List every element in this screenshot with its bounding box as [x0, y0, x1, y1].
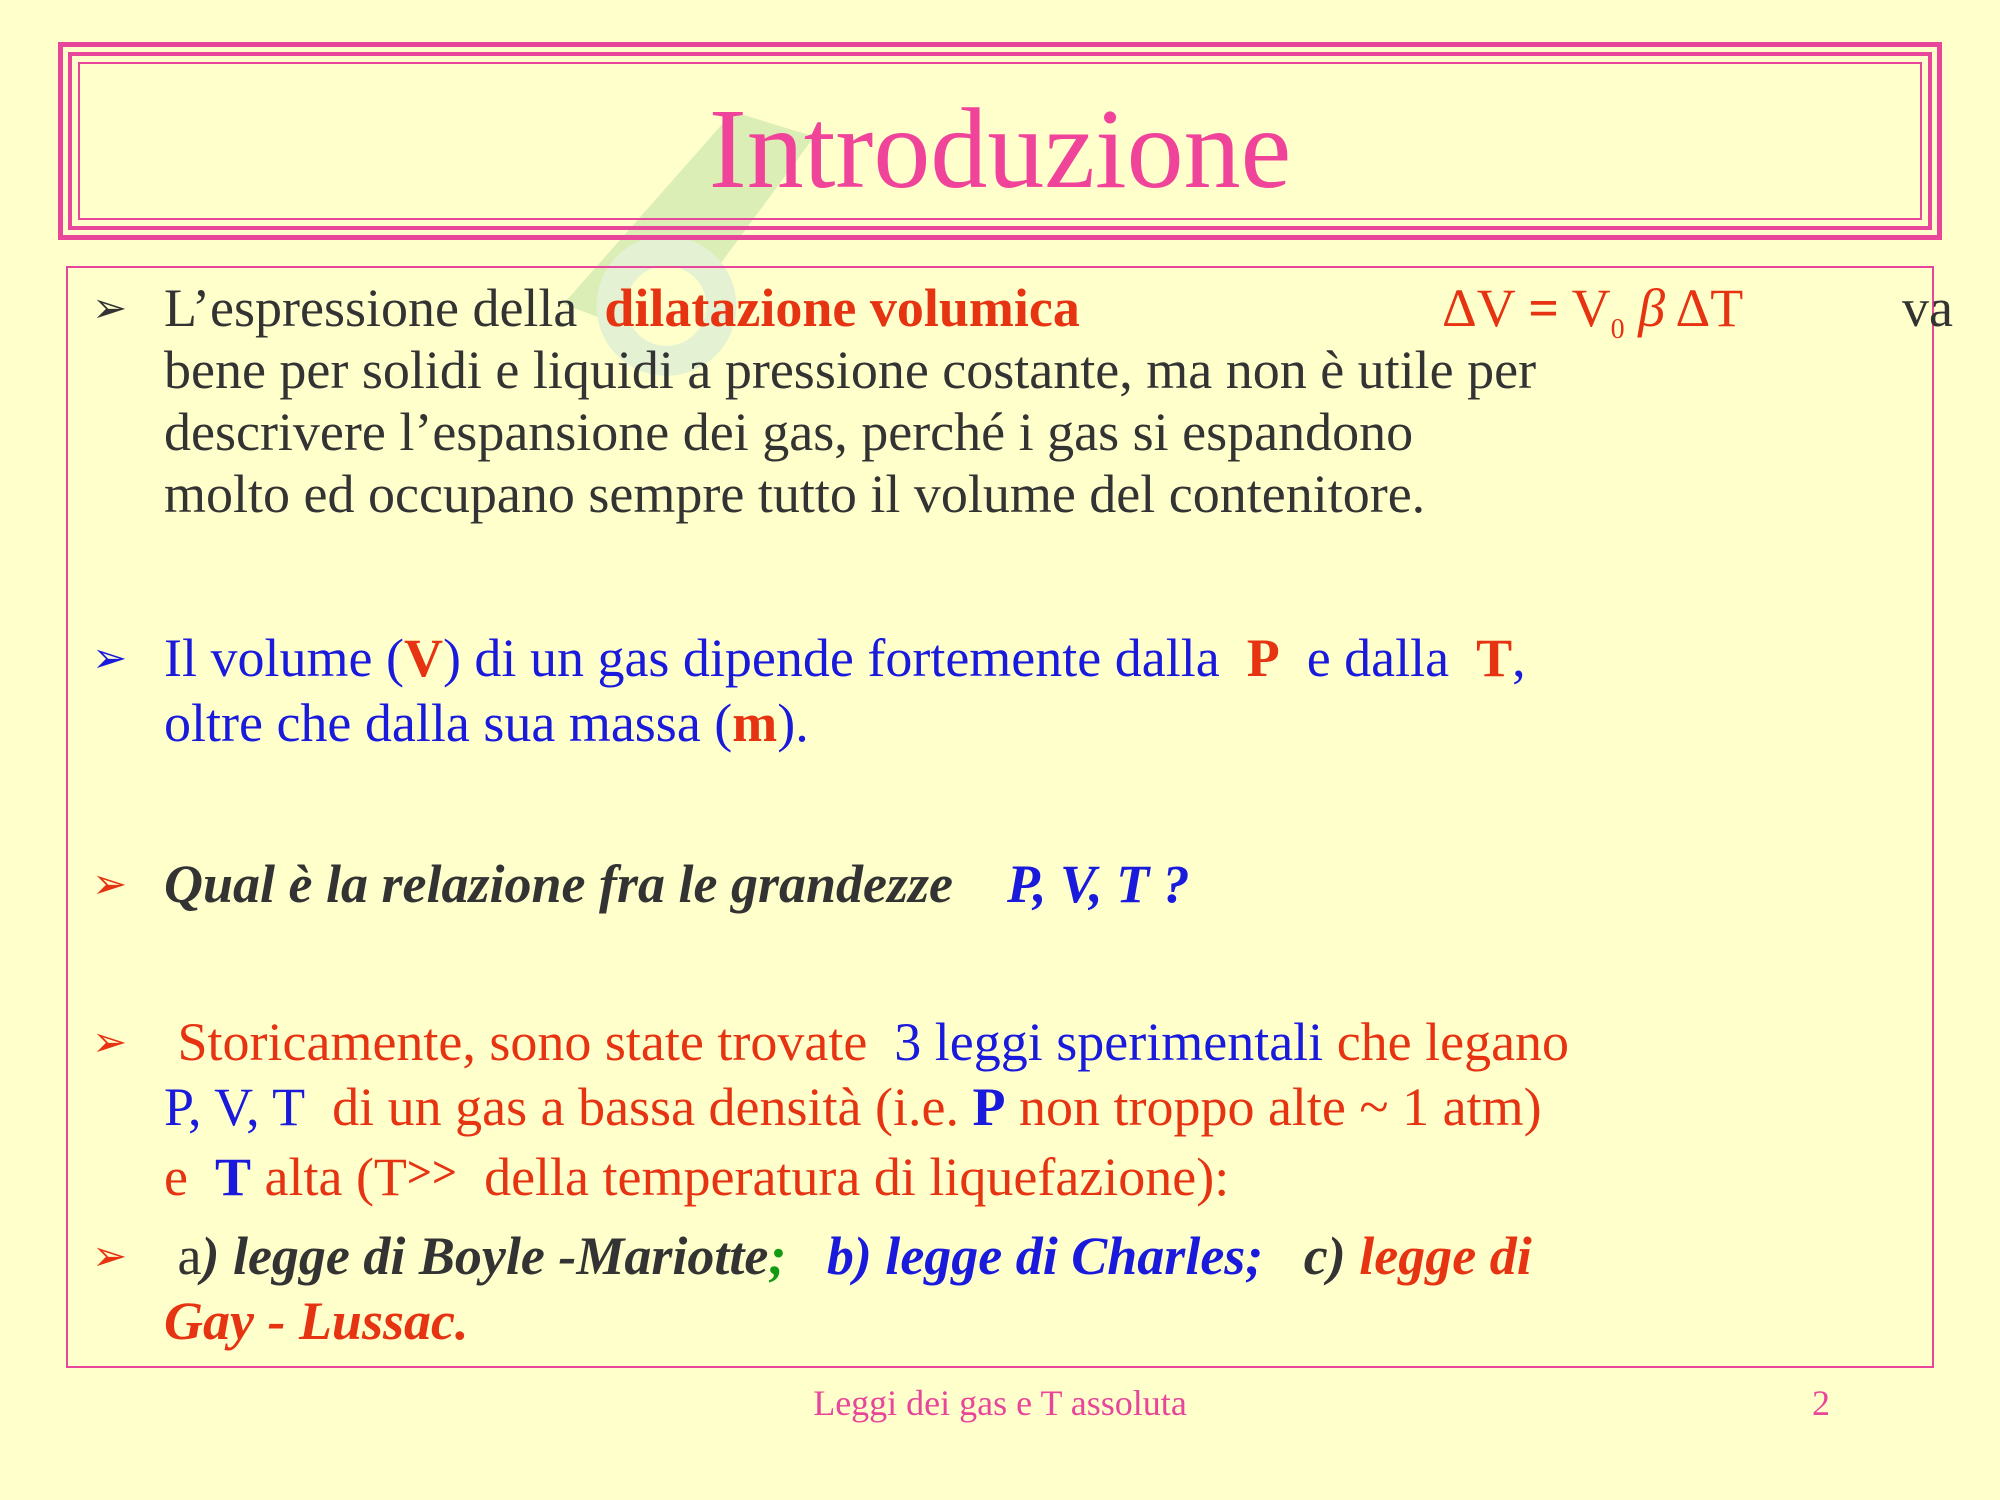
- bullet-4-part-12: della temperatura di liquefazione):: [484, 1147, 1230, 1207]
- bullet-2-part-6: ).: [777, 693, 809, 753]
- question-variables: P, V, T ?: [1007, 854, 1190, 914]
- eq-equals: =: [1528, 278, 1560, 338]
- eq-beta: β: [1638, 278, 1665, 338]
- three-laws-text: 3 leggi sperimentali: [894, 1012, 1324, 1072]
- law-a-semicolon: ;: [768, 1226, 787, 1286]
- arrowhead-bullet-icon: ➢: [92, 1017, 128, 1066]
- law-a-letter: a: [177, 1226, 202, 1286]
- bullet-2-line-1: [164, 626, 1888, 691]
- bullet-4-part-8: e: [164, 1147, 188, 1207]
- bullet-5-line-1: [164, 1224, 1888, 1289]
- bullet-1-line-3: descrivere l’espansione dei gas, perché i gas si espandono: [164, 402, 1414, 462]
- var-t-bold: T: [214, 1147, 251, 1207]
- volumetric-expansion-equation: [1442, 276, 1743, 362]
- pvt-vars: P, V, T: [164, 1077, 306, 1137]
- bullet-4-line-1: [164, 1010, 1888, 1075]
- bullet-3-line: [164, 852, 1888, 917]
- bullet-1-text: [164, 276, 1953, 527]
- var-p: P: [1246, 628, 1280, 688]
- law-gay-lussac-part-2: Gay - Lussac.: [164, 1291, 469, 1351]
- question-text: Qual è la relazione fra le grandezze: [164, 854, 953, 914]
- arrowhead-bullet-icon: ➢: [92, 1231, 128, 1280]
- dilatazione-volumica-term: dilatazione volumica: [604, 278, 1080, 338]
- var-t: T: [1476, 628, 1513, 688]
- law-boyle-mariotte: ) legge di Boyle -Mariotte: [201, 1226, 769, 1286]
- arrowhead-bullet-icon: ➢: [92, 283, 128, 332]
- bullet-1-line-4: molto ed occupano sempre tutto il volume del contenitore.: [164, 464, 1426, 524]
- bullet-4-line-2: [164, 1075, 1888, 1140]
- bullet-2-part-5: oltre che dalla sua massa (: [164, 693, 733, 753]
- bullet-2-part-2: ) di un gas dipende fortemente dalla: [442, 628, 1220, 688]
- bullet-2-text: [164, 626, 1888, 756]
- bullet-4-line-3: [164, 1140, 1888, 1210]
- bullet-1-line-1: [164, 276, 1953, 345]
- bullet-1-lead: L’espressione della: [164, 278, 578, 338]
- law-gay-lussac-part-1: legge di: [1359, 1226, 1532, 1286]
- bullet-4-part-3: che legano: [1336, 1012, 1570, 1072]
- bullet-3-text: [164, 852, 1888, 917]
- bullet-2-part-1: Il volume (: [164, 628, 404, 688]
- bullet-4-part-1: Storicamente, sono state trovate: [177, 1012, 868, 1072]
- law-c-letter: c): [1303, 1226, 1346, 1286]
- bullet-1-line-2: bene per solidi e liquidi a pressione costante, ma non è utile per: [164, 340, 1537, 400]
- var-m: m: [732, 693, 778, 753]
- arrowhead-bullet-icon: ➢: [92, 633, 128, 682]
- eq-delta-v: ΔV: [1442, 278, 1515, 338]
- footer-text: Leggi dei gas e T assoluta: [813, 1383, 1187, 1423]
- content-box: [66, 266, 1953, 1368]
- var-p-bold: P: [972, 1077, 1006, 1137]
- page-number: 2: [1812, 1383, 1830, 1423]
- much-greater-symbol: >>: [406, 1148, 458, 1197]
- bullet-5-text: [164, 1224, 1888, 1354]
- bullet-4-text: [164, 1010, 1888, 1210]
- eq-subscript: 0: [1610, 313, 1625, 345]
- arrowhead-bullet-icon: ➢: [92, 859, 128, 908]
- bullet-2-part-3: e dalla: [1306, 628, 1450, 688]
- bullet-1-trail: va: [1902, 278, 1953, 338]
- var-v: V: [403, 628, 443, 688]
- bullet-2-part-4: ,: [1512, 628, 1526, 688]
- law-charles: b) legge di Charles;: [826, 1226, 1264, 1286]
- eq-v: V: [1571, 278, 1611, 338]
- eq-delta-t: ΔT: [1675, 278, 1744, 338]
- bullet-2-line-2: [164, 691, 1888, 756]
- bullet-4-part-10: alta (T: [264, 1147, 407, 1207]
- slide-title: Introduzione: [708, 85, 1292, 212]
- bullet-4-part-5: di un gas a bassa densità (i.e.: [332, 1077, 959, 1137]
- bullet-4-part-7: non troppo alte ~ 1 atm): [1018, 1077, 1542, 1137]
